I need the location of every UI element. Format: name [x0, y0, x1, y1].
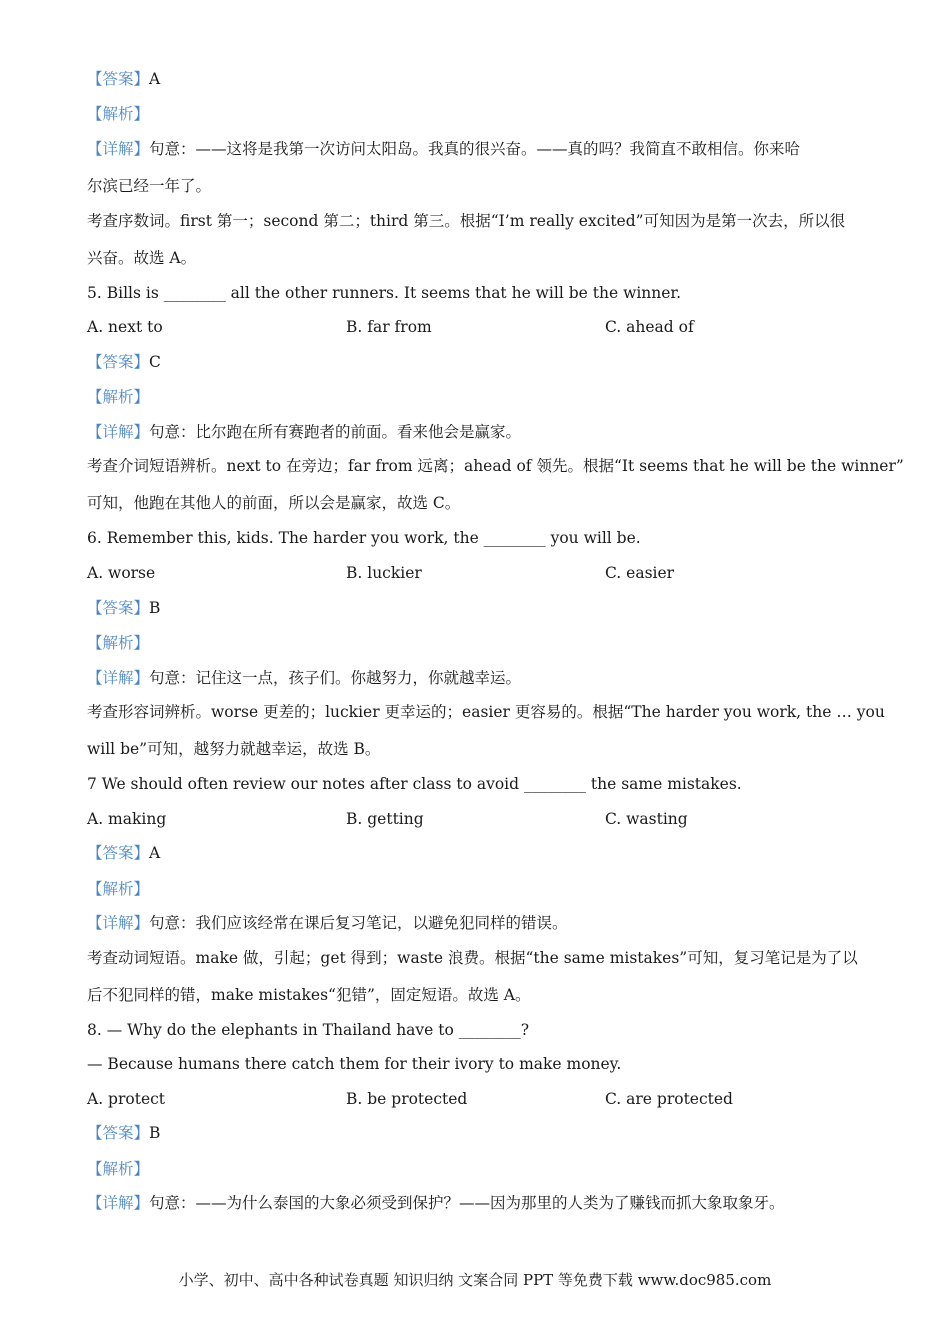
line-text: 句意：——这将是我第一次访问太阳岛。我真的很兴奋。——真的吗？我简直不敢相信。你来哈: [149, 140, 801, 158]
section-tag: 【解析】: [87, 105, 150, 123]
section-tag: 【解析】: [87, 880, 150, 898]
option-b: B. far from: [346, 318, 432, 336]
line-text: 可知，他跑在其他人的前面，所以会是赢家，故选 C。: [87, 494, 461, 512]
tagged-line: [87, 387, 149, 407]
section-tag: 【详解】: [87, 669, 150, 687]
line-text: 句意：记住这一点，孩子们。你越努力，你就越幸运。: [149, 669, 522, 687]
section-tag: 【答案】: [87, 1124, 150, 1142]
tagged-line: [87, 352, 161, 372]
line-text: 尔滨已经一年了。: [87, 177, 212, 195]
text-line: [87, 176, 211, 196]
option-b: B. luckier: [346, 564, 422, 582]
option-a: A. protect: [87, 1090, 166, 1108]
option-c: C. easier: [605, 564, 675, 582]
option-c: C. are protected: [605, 1090, 733, 1108]
line-text: 5. Bills is ________ all the other runners. It seems that he will be the winner.: [87, 284, 682, 302]
option-c: C. ahead of: [605, 318, 694, 336]
text-line: [87, 739, 380, 759]
line-text: C: [149, 353, 161, 371]
section-tag: 【答案】: [87, 599, 150, 617]
text-line: [87, 283, 681, 303]
line-text: 6. Remember this, kids. The harder you work, the ________ you will be.: [87, 529, 641, 547]
text-line: [87, 528, 641, 548]
text-line: [87, 248, 196, 268]
section-tag: 【详解】: [87, 423, 150, 441]
tagged-line: [87, 69, 160, 89]
line-text: 句意：——为什么泰国的大象必须受到保护？——因为那里的人类为了赚钱而抓大象取象牙。: [149, 1194, 785, 1212]
text-line: [87, 702, 885, 722]
tagged-line: [87, 1193, 785, 1213]
line-text: 考查序数词。first 第一；second 第二；third 第三。根据“I’m really excited”可知因为是第一次去，所以很: [87, 212, 846, 230]
line-text: 考查形容词辨析。worse 更差的；luckier 更幸运的；easier 更容易的。根据“The harder you work, the … you: [87, 703, 885, 721]
tagged-line: [87, 843, 160, 863]
section-tag: 【答案】: [87, 844, 150, 862]
tagged-line: [87, 598, 160, 618]
option-a: A. worse: [87, 564, 156, 582]
line-text: 7 We should often review our notes after class to avoid ________ the same mistakes.: [87, 775, 742, 793]
line-text: B: [149, 599, 161, 617]
line-text: A: [149, 844, 161, 862]
line-text: 考查介词短语辨析。next to 在旁边；far from 远离；ahead of 领先。根据“It seems that he will be the winner”: [87, 457, 904, 475]
text-line: [87, 456, 904, 476]
option-c: C. wasting: [605, 810, 688, 828]
line-text: 句意：比尔跑在所有赛跑者的前面。看来他会是赢家。: [149, 423, 522, 441]
section-tag: 【答案】: [87, 70, 150, 88]
line-text: A: [149, 70, 161, 88]
option-a: A. next to: [87, 318, 163, 336]
line-text: B: [149, 1124, 161, 1142]
text-line: [87, 985, 531, 1005]
section-tag: 【详解】: [87, 914, 150, 932]
section-tag: 【答案】: [87, 353, 150, 371]
line-text: 兴奋。故选 A。: [87, 249, 197, 267]
line-text: — Because humans there catch them for their ivory to make money.: [87, 1055, 622, 1073]
line-text: 句意：我们应该经常在课后复习笔记，以避免犯同样的错误。: [149, 914, 568, 932]
line-text: 后不犯同样的错，make mistakes“犯错”，固定短语。故选 A。: [87, 986, 531, 1004]
tagged-line: [87, 1159, 149, 1179]
tagged-line: [87, 879, 149, 899]
text-line: [87, 774, 742, 794]
tagged-line: [87, 422, 521, 442]
tagged-line: [87, 104, 149, 124]
text-line: [87, 1020, 529, 1040]
line-text: will be”可知，越努力就越幸运，故选 B。: [87, 740, 381, 758]
section-tag: 【详解】: [87, 140, 150, 158]
section-tag: 【解析】: [87, 388, 150, 406]
section-tag: 【详解】: [87, 1194, 150, 1212]
text-line: [87, 1054, 621, 1074]
tagged-line: [87, 1123, 160, 1143]
tagged-line: [87, 668, 521, 688]
option-b: B. getting: [346, 810, 424, 828]
section-tag: 【解析】: [87, 634, 150, 652]
tagged-line: [87, 633, 149, 653]
tagged-line: [87, 139, 800, 159]
option-b: B. be protected: [346, 1090, 468, 1108]
line-text: 考查动词短语。make 做，引起；get 得到；waste 浪费。根据“the same mistakes”可知，复习笔记是为了以: [87, 949, 858, 967]
line-text: 8. — Why do the elephants in Thailand have to ________?: [87, 1021, 530, 1039]
text-line: [87, 948, 858, 968]
section-tag: 【解析】: [87, 1160, 150, 1178]
tagged-line: [87, 913, 568, 933]
page-footer: 小学、初中、高中各种试卷真题 知识归纳 文案合同 PPT 等免费下载 www.doc985.com: [178, 1271, 772, 1289]
text-line: [87, 493, 460, 513]
option-a: A. making: [87, 810, 167, 828]
text-line: [87, 211, 845, 231]
